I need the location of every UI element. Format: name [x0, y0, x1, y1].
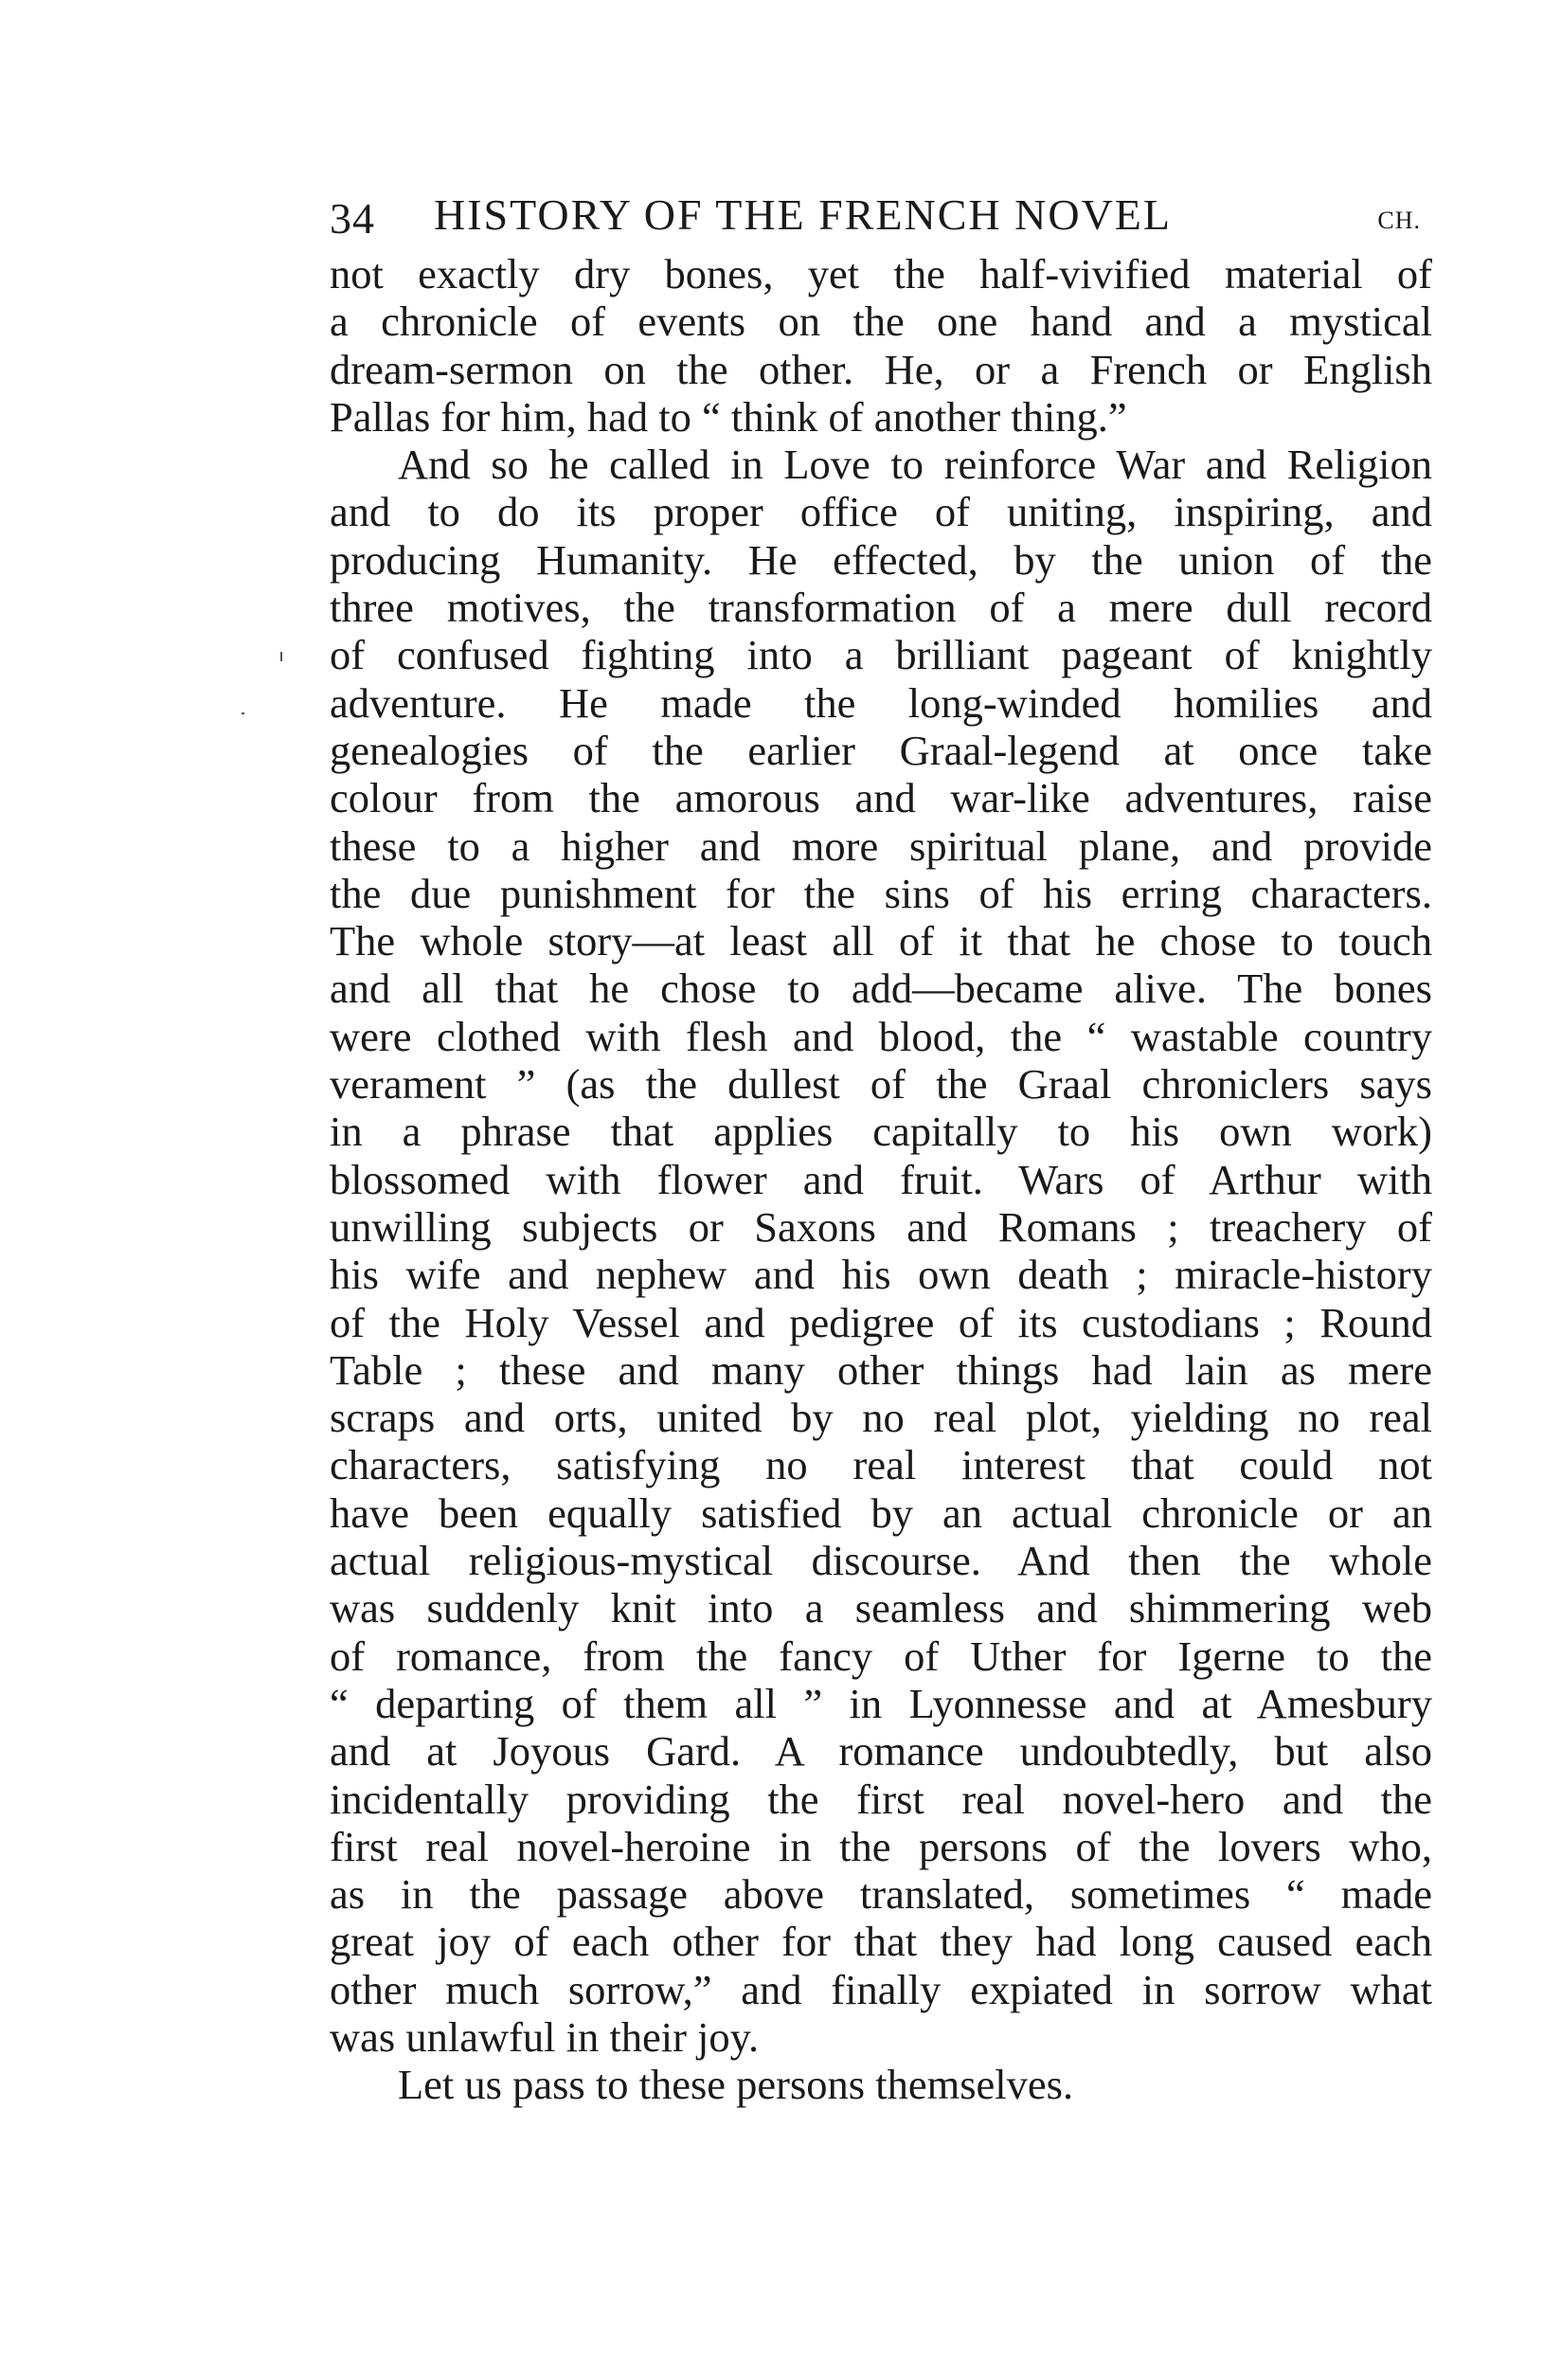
- text-line: of confused fighting into a brilliant pageant of knightly: [330, 631, 1432, 679]
- text-line: and at Joyous Gard. A romance undoubtedly, but also: [330, 1727, 1432, 1776]
- text-line: as in the passage above translated, sometimes “ made: [330, 1870, 1432, 1919]
- text-line: have been equally satisfied by an actual chronicle or an: [330, 1488, 1432, 1537]
- text-line: genealogies of the earlier Graal-legend at once take: [330, 726, 1432, 774]
- text-line: Table ; these and many other things had lain as mere: [330, 1345, 1432, 1394]
- text-line: scraps and orts, united by no real plot, yielding no real: [330, 1394, 1432, 1442]
- text-line: adventure. He made the long-winded homilies and: [330, 678, 1432, 727]
- text-line: unwilling subjects or Saxons and Romans ; treachery of: [330, 1202, 1432, 1251]
- text-line: And so he called in Love to reinforce War and Religion: [398, 441, 1432, 489]
- body-text: [330, 250, 1432, 2109]
- chapter-abbreviation: CH.: [1377, 207, 1421, 234]
- scan-mark: [280, 652, 282, 661]
- text-line: of romance, from the fancy of Uther for Igerne to the: [330, 1632, 1432, 1680]
- text-line: Pallas for him, had to “ think of another thing.”: [330, 392, 1127, 441]
- text-line: of the Holy Vessel and pedigree of its custodians ; Round: [330, 1298, 1432, 1346]
- running-head: [330, 186, 1432, 244]
- text-line: was unlawful in their joy.: [330, 2012, 760, 2061]
- text-line: and all that he chose to add—became alive. The bones: [330, 965, 1432, 1013]
- text-line: not exactly dry bones, yet the half-vivified material of: [330, 250, 1432, 298]
- paragraph-3: [330, 2061, 1432, 2108]
- text-line: dream-sermon on the other. He, or a French or English: [330, 345, 1432, 393]
- text-line: blossomed with flower and fruit. Wars of Arthur with: [330, 1155, 1432, 1203]
- text-line: actual religious-mystical discourse. And then the whole: [330, 1537, 1432, 1585]
- text-line: three motives, the transformation of a mere dull record: [330, 584, 1432, 632]
- text-line: in a phrase that applies capitally to his own work): [330, 1108, 1432, 1156]
- text-line: were clothed with flesh and blood, the “ wastable country: [330, 1012, 1432, 1060]
- text-line: characters, satisfying no real interest that could not: [330, 1441, 1432, 1489]
- text-line: Let us pass to these persons themselves.: [398, 2061, 1074, 2109]
- text-line: these to a higher and more spiritual plane, and provide: [330, 821, 1432, 870]
- text-line: verament ” (as the dullest of the Graal chroniclers says: [330, 1060, 1432, 1109]
- text-line: the due punishment for the sins of his erring characters.: [330, 869, 1432, 917]
- text-line: great joy of each other for that they had long caused each: [330, 1918, 1432, 1966]
- text-line: was suddenly knit into a seamless and shimmering web: [330, 1584, 1432, 1632]
- running-title: HISTORY OF THE FRENCH NOVEL: [434, 190, 1172, 239]
- paragraph-1: [330, 250, 1432, 441]
- scan-mark: [242, 712, 244, 714]
- page-number: 34: [330, 194, 375, 243]
- text-line: a chronicle of events on the one hand and a mystical: [330, 298, 1432, 346]
- text-line: “ departing of them all ” in Lyonnesse and at Amesbury: [330, 1679, 1432, 1727]
- text-line: producing Humanity. He effected, by the union of the: [330, 535, 1432, 584]
- paragraph-2: [330, 441, 1432, 2061]
- text-line: incidentally providing the first real novel-hero and the: [330, 1775, 1432, 1823]
- text-line: his wife and nephew and his own death ; miracle-history: [330, 1251, 1432, 1299]
- text-line: other much sorrow,” and finally expiated in sorrow what: [330, 1965, 1432, 2013]
- text-line: colour from the amorous and war-like adventures, raise: [330, 774, 1432, 822]
- text-line: and to do its proper office of uniting, inspiring, and: [330, 488, 1432, 536]
- text-line: first real novel-heroine in the persons of the lovers who,: [330, 1822, 1432, 1870]
- text-line: The whole story—at least all of it that he chose to touch: [330, 917, 1432, 965]
- book-page: [330, 186, 1432, 2109]
